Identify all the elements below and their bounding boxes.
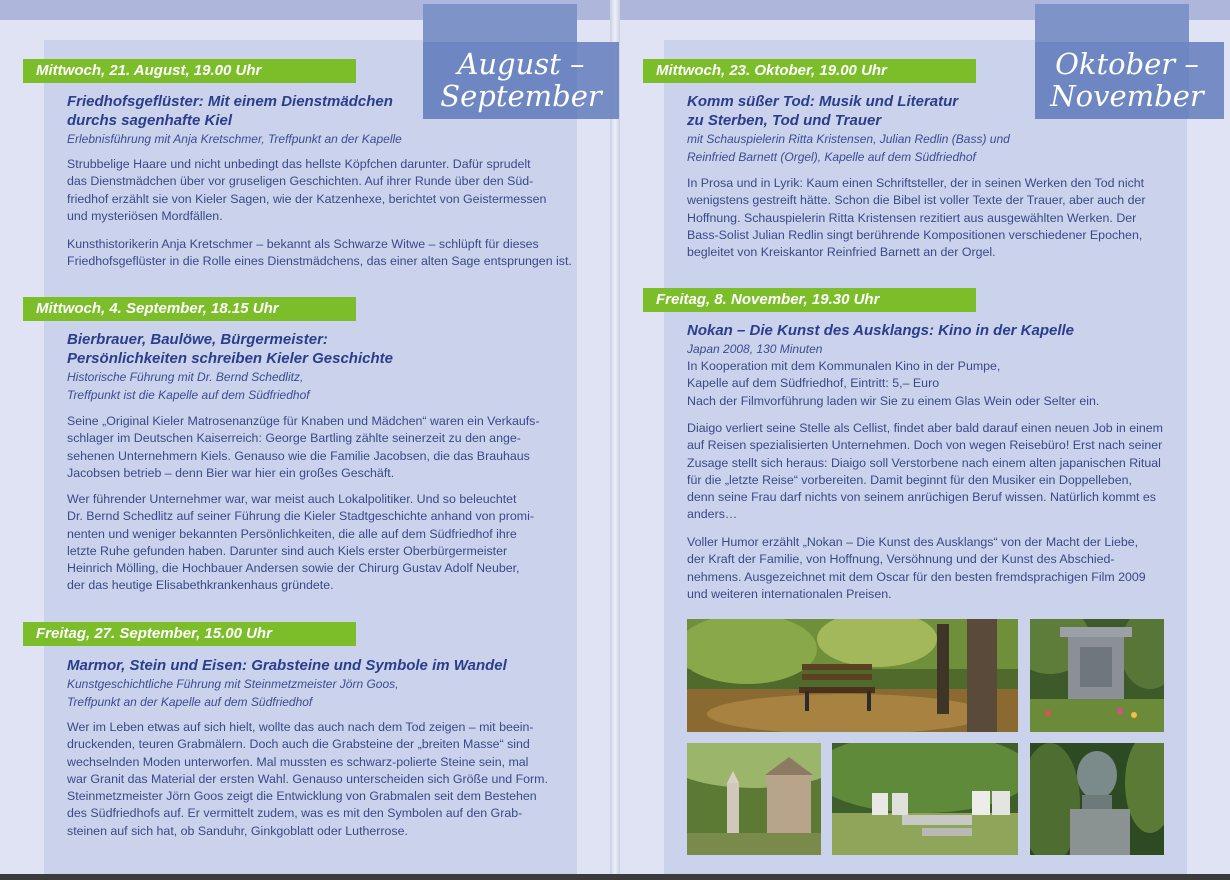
event-date-bar: Freitag, 27. September, 15.00 Uhr: [23, 622, 356, 646]
event-subtitle: Japan 2008, 130 Minuten: [687, 342, 823, 356]
event-date-bar: Freitag, 8. November, 19.30 Uhr: [643, 288, 976, 312]
event-paragraph: Wer im Leben etwas auf sich hielt, wollte das auch nach dem Tod zeigen – mit beein- druckenden, teuren Grabmälern. Doch auch die Grabsteine der „breiten Masse“ sind wechselnden Moden unterworfen. Mal mussten es schwarz-polierte Steine sein, mal war Granit das Material der ersten Wahl. Genauso unterscheiden sich Größe und Form. Steinmetzmeister Jörn Goos zeigt die Entwicklung von Grabmalen seit dem Bestehen des Südfriedhofs auf. Er vermittelt zudem, was es mit den Symbolen auf den Grab- steinen auf sich hat, ob Sanduhr, Ginkgoblatt oder Lutherrose.: [67, 720, 548, 838]
event-subtitle: Historische Führung mit Dr. Bernd Schedlitz, Treffpunkt ist die Kapelle auf dem Südfriedhof: [67, 370, 310, 402]
grave-chapel-photo: [687, 743, 821, 855]
event-title: Komm süßer Tod: Musik und Literatur zu Sterben, Tod und Trauer: [687, 93, 959, 129]
season-label-left: August – September: [440, 47, 602, 113]
event-date-bar: Mittwoch, 4. September, 18.15 Uhr: [23, 297, 356, 321]
event-title: Marmor, Stein und Eisen: Grabsteine und Symbole im Wandel: [67, 657, 507, 674]
event-paragraph: Voller Humor erzählt „Nokan – Die Kunst des Ausklangs“ von der Macht der Liebe, der Kraft der Familie, von Hoffnung, Versöhnung und der Kunst des Abschied- nehmens. Ausgezeichnet mit dem Oscar für den besten fremdsprachigen Film 2009 und weiteren internationalen Preisen.: [687, 535, 1146, 601]
event-subtitle: Kunstgeschichtliche Führung mit Steinmetzmeister Jörn Goos, Treffpunkt an der Kapelle auf dem Südfriedhof: [67, 677, 399, 709]
event-paragraph: Strubbelige Haare und nicht unbedingt das hellste Köpfchen darunter. Dafür sprudelt das Dienstmädchen über vor gruseligen Geschichten. Auf ihrer Runde über den Süd- friedhof erzählt sie von Kieler Sagen, wie der Katzenhexe, berichtet von Geistermessen und mysteriösen Mordfällen.: [67, 157, 547, 223]
page-gutter: [610, 0, 620, 874]
event-date-bar: Mittwoch, 21. August, 19.00 Uhr: [23, 59, 356, 83]
bench-photo: [687, 619, 1018, 732]
event-title: Bierbrauer, Baulöwe, Bürgermeister: Persönlichkeiten schreiben Kieler Geschichte: [67, 331, 393, 367]
event-info: In Kooperation mit dem Kommunalen Kino in der Pumpe, Kapelle auf dem Südfriedhof, Eintritt: 5,– Euro Nach der Filmvorführung laden wir Sie zu einem Glas Wein oder Selter ein.: [687, 359, 1100, 408]
event-subtitle: mit Schauspielerin Ritta Kristensen, Julian Redlin (Bass) und Reinfried Barnett (Orgel), Kapelle auf dem Südfriedhof: [687, 132, 1010, 164]
event-title: Friedhofsgeflüster: Mit einem Dienstmädchen durchs sagenhafte Kiel: [67, 93, 393, 129]
event-paragraph: Seine „Original Kieler Matrosenanzüge für Knaben und Mädchen“ waren ein Verkaufs- schlager im Deutschen Kaiserreich: George Bartling zählte seinerzeit zu den ange- sehenen Unternehmern Kiels. Genauso wie die Familie Jacobsen, die das Brauhaus Jacobsen betrieb – denn Bier war hier ein großes Geschäft.: [67, 414, 540, 480]
bust-photo: [1030, 743, 1164, 855]
event-subtitle: Erlebnisführung mit Anja Kretschmer, Treffpunkt an der Kapelle: [67, 132, 402, 146]
grave-row-photo: [832, 743, 1018, 855]
event-paragraph: Kunsthistorikerin Anja Kretschmer – bekannt als Schwarze Witwe – schlüpft für dieses Friedhofsgeflüster in die Rolle eines Dienstmädchens, das einer alten Sage entsprungen ist.: [67, 237, 572, 269]
event-title: Nokan – Die Kunst des Ausklangs: Kino in der Kapelle: [687, 322, 1075, 339]
season-label-right: Oktober – November: [1050, 47, 1204, 113]
monument-photo: [1030, 619, 1164, 732]
event-paragraph: Wer führender Unternehmer war, war meist auch Lokalpolitiker. Und so beleuchtet Dr. Bernd Schedlitz auf seiner Führung die Kieler Stadtgeschichte anhand von promi- nenten und weniger bekannten Persönlichkeiten, die alle auf dem Südfriedhof ihre letzte Ruhe gefunden haben. Darunter sind auch Kiels erster Oberbürgermeister Heinrich Mölling, die Hochbauer Andersen sowie der Chirurg Gustav Adolf Neuber, der das heutige Elisabethkrankenhaus gründete.: [67, 492, 534, 593]
event-date-bar: Mittwoch, 23. Oktober, 19.00 Uhr: [643, 59, 976, 83]
bottom-bar: [0, 874, 1230, 880]
event-paragraph: In Prosa und in Lyrik: Kaum einen Schriftsteller, der in seinen Werken den Tod nicht wenigstens gestreift hätte. Schon die Bibel ist voller Texte der Trauer, aber auch der Hoffnung. Schauspielerin Ritta Kristensen rezitiert aus ausgewählten Werken. Der Bass-Solist Julian Redlin singt berührende Kompositionen verschiedener Epochen, begleitet von Kreiskantor Reinfried Barnett an der Orgel.: [687, 176, 1146, 260]
event-paragraph: Diaigo verliert seine Stelle als Cellist, findet aber bald darauf einen neuen Job in einem auf Reisen spezialisierten Unternehmen. Doch von wegen Reisebüro! Erst nach seiner Zusage stellt sich heraus: Diaigo soll Verstorbene nach einem alten japanischen Ritual für die „letzte Reise“ vorbereiten. Damit beginnt für den Musiker ein Doppelleben, denn seine Frau darf nichts von seinem anrüchigen Beruf wissen. Natürlich kommt es anders…: [687, 421, 1163, 522]
